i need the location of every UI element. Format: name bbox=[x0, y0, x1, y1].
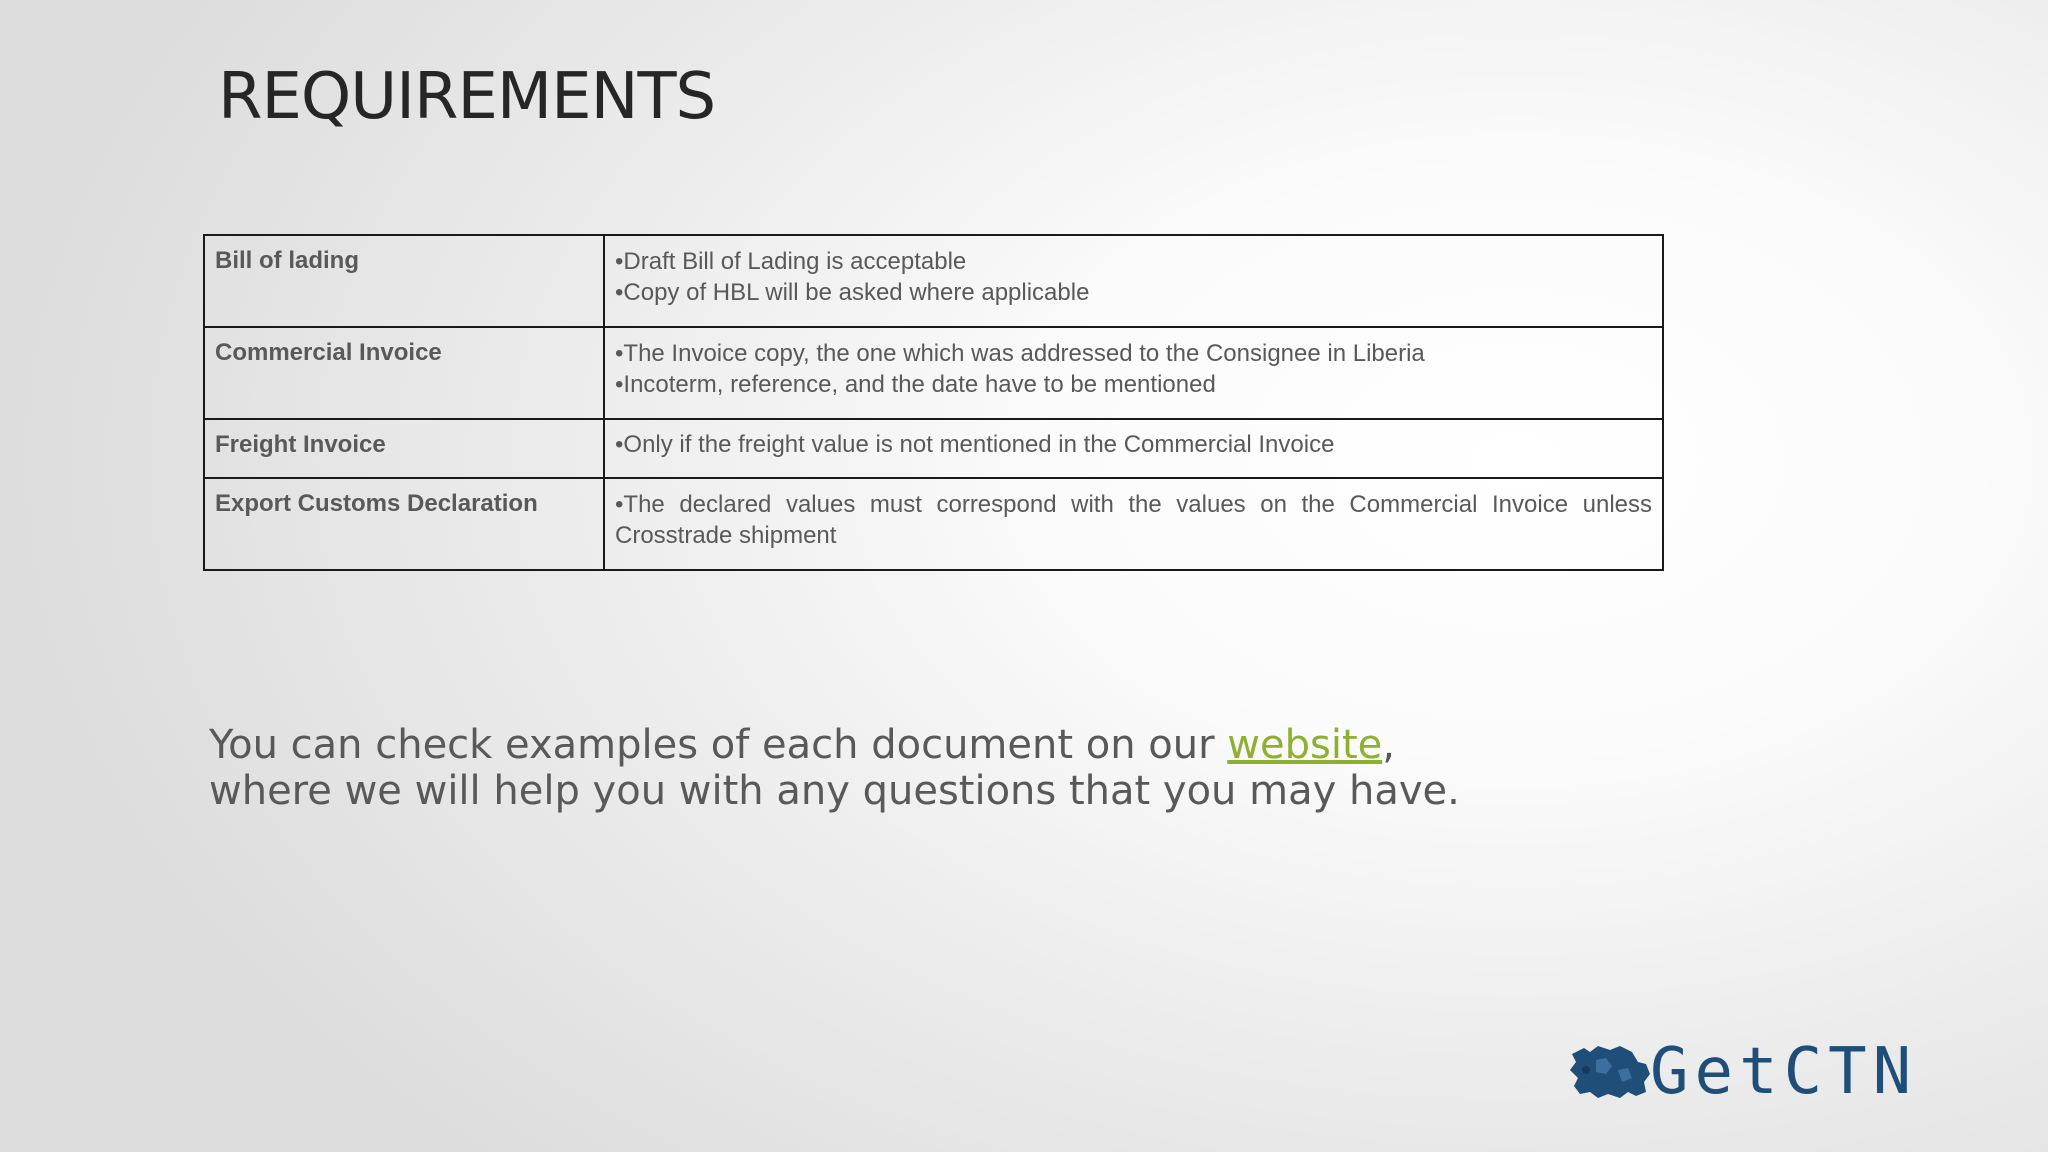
requirements-cell bbox=[604, 419, 1663, 478]
footer-text-end: , where we will help you with any questions that you may have. bbox=[209, 722, 1460, 814]
footer-text-start: You can check examples of each document on our bbox=[209, 722, 1228, 768]
getctn-logo bbox=[1566, 1034, 1932, 1110]
requirements-cell bbox=[604, 327, 1663, 419]
document-name-cell: Commercial Invoice bbox=[204, 327, 604, 419]
puzzle-map-icon bbox=[1566, 1040, 1656, 1104]
requirement-item: •Incoterm, reference, and the date have to be mentioned bbox=[615, 371, 1216, 398]
document-name-cell: Freight Invoice bbox=[204, 419, 604, 478]
page-title: REQUIREMENTS bbox=[218, 60, 716, 134]
table-row bbox=[204, 478, 1663, 570]
requirement-item: •Copy of HBL will be asked where applicable bbox=[615, 279, 1090, 306]
requirements-table bbox=[203, 234, 1664, 571]
table-row bbox=[204, 235, 1663, 327]
requirements-cell bbox=[604, 235, 1663, 327]
table-row bbox=[204, 419, 1663, 478]
table-row bbox=[204, 327, 1663, 419]
footer-message bbox=[209, 722, 1509, 814]
document-name-cell: Bill of lading bbox=[204, 235, 604, 327]
document-name-cell: Export Customs Declaration bbox=[204, 478, 604, 570]
website-link[interactable]: website bbox=[1227, 722, 1383, 768]
requirements-cell: •The declared values must correspond with the values on the Commercial Invoice unless Crosstrade shipment bbox=[604, 478, 1663, 570]
requirement-item: •Only if the freight value is not mentioned in the Commercial Invoice bbox=[615, 431, 1335, 458]
requirement-item: •Draft Bill of Lading is acceptable bbox=[615, 248, 967, 275]
logo-text: GetCTN bbox=[1650, 1035, 1918, 1109]
requirement-item: •The Invoice copy, the one which was addressed to the Consignee in Liberia bbox=[615, 340, 1425, 367]
